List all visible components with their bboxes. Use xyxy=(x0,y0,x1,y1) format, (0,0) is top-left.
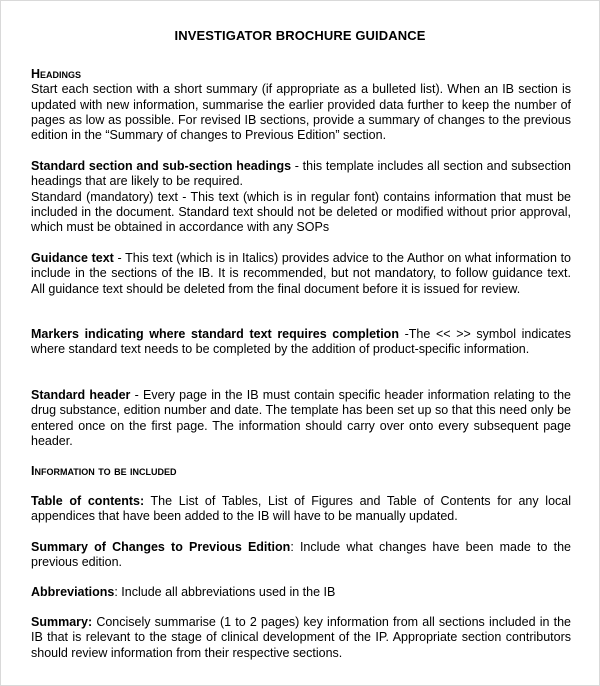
headings-text: Start each section with a short summary (if appropriate as a bulleted list). When an IB section is updated with new information, summarise the earlier provided data further to keep the number of pages as low as possible. For revised IB sections, provide a summary of changes to the previous edition in the “Summary of changes to Previous Edition” section. xyxy=(31,82,571,143)
abbreviations-block xyxy=(31,585,571,600)
abbreviations-text: : Include all abbreviations used in the IB xyxy=(114,585,336,599)
standard-text-paragraph: Standard (mandatory) text - This text (which is in regular font) contains information that must be included in the document. Standard text should not be deleted or modified without prior approval, which must be obtained in accordance with any SOPs xyxy=(31,189,571,235)
standard-section-label: Standard section and sub-section headings xyxy=(31,159,292,173)
summary-label: Summary: xyxy=(31,615,93,629)
standard-section-block xyxy=(31,159,571,235)
guidance-text-label: Guidance text xyxy=(31,251,114,265)
markers-label: Markers indicating where standard text requires completion xyxy=(31,327,399,341)
headings-section xyxy=(31,67,571,143)
standard-section-text: - this template includes all section and subsection headings that are likely to be required. xyxy=(31,159,571,189)
guidance-text-block xyxy=(31,251,571,297)
markers-text: -The << >> symbol indicates where standard text needs to be completed by the addition of product-specific information. xyxy=(31,327,571,357)
summary-changes-block xyxy=(31,540,571,571)
info-included-heading: Information to be included xyxy=(31,464,177,478)
toc-text: The List of Tables, List of Figures and Table of Contents for any local appendices that have been added to the IB will have to be manually updated. xyxy=(31,494,571,524)
toc-label: Table of contents: xyxy=(31,494,145,508)
standard-header-label: Standard header xyxy=(31,388,131,402)
summary-changes-text: : Include what changes have been made to the previous edition. xyxy=(31,540,572,570)
standard-header-block xyxy=(31,388,571,449)
summary-changes-label: Summary of Changes to Previous Edition xyxy=(31,540,291,554)
standard-header-text: - Every page in the IB must contain specific header information relating to the drug substance, edition number and date. The template has been set up so that this need only be entered once on the first page. The information should carry over onto every subsequent page header. xyxy=(31,388,571,448)
info-included-block xyxy=(31,464,571,479)
markers-block xyxy=(31,327,571,358)
summary-text: Concisely summarise (1 to 2 pages) key information from all sections included in the IB that is relevant to the stage of clinical development of the IP. Appropriate section contributors should review information from their respective sections. xyxy=(31,615,571,660)
guidance-text-body: - This text (which is in Italics) provides advice to the Author on what information to include in the sections of the IB. It is recommended, but not mandatory, to follow guidance text. All guidance text should be deleted from the final document before it is issued for review. xyxy=(31,251,571,296)
summary-block xyxy=(31,615,571,661)
toc-block xyxy=(31,494,571,525)
document-title: INVESTIGATOR BROCHURE GUIDANCE xyxy=(174,28,426,43)
abbreviations-label: Abbreviations xyxy=(31,585,115,599)
headings-heading: Headings xyxy=(31,67,82,81)
